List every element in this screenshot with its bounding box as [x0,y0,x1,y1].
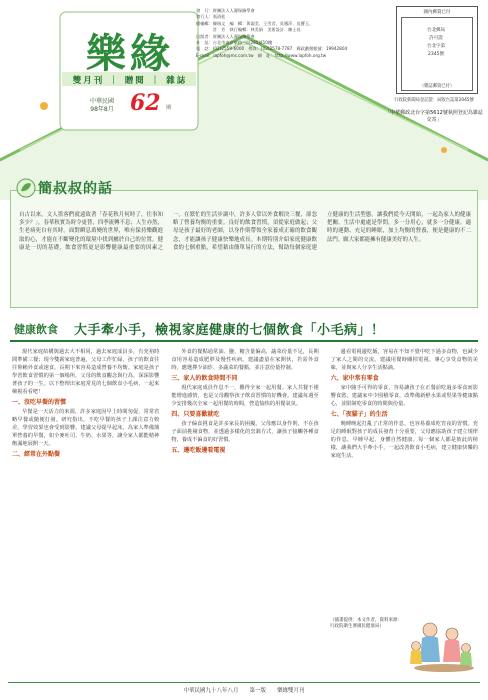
subtitle-frequency: 雙月刊 [72,76,105,86]
section-text: 早餐是一天活力的來源，許多家庭因早上時間匆促，常常省略早餐或隨便打發。研究指出，不吃早餐的孩子上課注意力較差，學習效果也會受到影響。建議父母提早起床，為家人準備簡單營養的早餐，如全麥吐司、牛奶、水果等，讓全家人都能精神飽滿地展開一天。 [12,409,160,447]
stamp-heading: 國內郵資已付 [423,10,451,15]
pub-info-line: 出版者：財團法人人壽保險學會 [196,33,255,39]
subtitle-free: 贈閱 [124,76,146,86]
section-text: 現代家庭成員作息不一，難得全家一起用餐。家人共餐不僅能增進感情，也是父母觀察孩子飲食習慣的好機會。建議每週至少安排幾次全家一起用餐的時間，營造愉快的用餐氣氛。 [171,385,319,407]
illustration-credit: （插畫提供：本文作者，資料來源：行政院衛生署國民健康局） [330,618,402,629]
pub-info-line: 發 行：財團法人人壽保險學會 [196,8,255,13]
section-heading: 六、家中常有零食 [330,375,379,382]
editor-column [10,190,478,308]
page-footer: 中華民國九十八年八月 第一版 樂緣雙月刊 [183,688,305,694]
publication-info [196,8,384,59]
stamp-line: 2345號 [428,52,444,57]
leaf-icon [16,178,36,198]
postal-registration: 「中華郵政北台字第5612號執照登記為雜誌交寄」 [385,110,483,123]
section-text: 外食的餐點通常油、鹽、糖含量偏高，蔬菜份量不足，長期食用容易造成肥胖及慢性疾病。建議盡量在家開伙，若需外食時，應選擇少油炸、多蔬菜的餐點，並注意份量控制。 [171,349,319,371]
postage-stamp-box [396,6,478,94]
section-text: 邊看電視邊吃飯，容易在不知不覺中吃下過多食物，也減少了家人之間的交流。建議用餐時關掉電視，專心享受食物的美味，並與家人分享生活點滴。 [330,349,478,371]
footer-divider [8,682,480,683]
article-category: 健康飲食 [14,323,58,336]
pub-info-line: 發行人：張清松 [196,14,226,20]
logo-subtitle [68,74,192,86]
pub-info-line: 電 話：(02)2559-6000 傳真：(02)2578-7787 郵政劃撥帳號：19942804 [196,46,348,52]
issue-date [80,98,124,114]
section-heading: 二、經常在外點餐 [12,451,61,458]
stamp-line: 許可證 [429,36,443,41]
section-heading: 一、沒吃早餐的習慣 [12,399,67,406]
pub-info-line: 許 芳 執行編輯：林美娟 美術設計：陳士昌 [196,27,301,33]
issue-number: 62 [130,90,161,116]
issue-date-line2: 98年8月 [90,106,114,113]
pub-info-line: E-mail：lapfoh@ms.com.tw 網 址：http://www.lapfoh.org.tw [196,52,327,58]
section-heading: 七、「夜貓子」的生活 [330,411,388,418]
masthead [0,0,488,156]
stamp-line: 台北郵局 [427,28,445,33]
separator-dot: ｜ [109,76,120,86]
stamp-note: （雜誌郵資已付） [419,84,455,89]
section-heading: 四、只要喜歡就吃 [171,411,220,418]
section-heading: 三、家人的飲食時間不同 [171,375,238,382]
editor-column-body: 自古以來，文人墨客們就遠致著「春花秋月何時了，往事知多少？」，春華秋實為時令更替，四季流轉不息；人生亦然，生老病死自有其時。面對瞬息萬變的世界，唯有保持樂觀進取的心，才能在不斷變化的環境中找到屬於自己的位置。健康是一切的基礎，飲食習慣更是影響健康最重要的因素之一。在繁忙的生活步調中，許多人常以外食解決三餐，卻忽略了營養均衡的重要。良好的飲食習慣，須從家庭做起；父母是孩子最好的老師，以身作則帶領全家養成正確的飲食觀念，才能讓孩子健康快樂地成長。本期特別介紹家庭健康飲食的七個重點，希望藉由簡單易行的方法，幫助每個家庭建立健康的生活型態。讓我們從今天開始，一起為家人的健康把關。生活中處處是學問，多一分用心，就多一分健康。適時的運動、充足的睡眠，加上均衡的營養，便是健康的不二法門。願大家都能擁有健康美好的人生。 [19,212,471,251]
editor-column-title: 簡叔叔的話 [38,181,113,197]
article-title: 大手牽小手，檢視家庭健康的七個飲食「小毛病」！ [74,323,385,338]
pub-info-line: 總編輯：陳瑞文 編 輯：黃淑美、王雪君、吳鳳萍、吳寶玉、 [196,20,314,26]
section-heading: 五、邊吃飯邊看電視 [171,447,226,454]
title-divider [10,340,478,342]
article-intro: 現代家庭結構與過去大不相同，過去家庭成員多，有充裕時間準備三餐；現今雙薪家庭普遍，父母工作忙碌，孩子的飲食往往仰賴外食或速食，長期下來容易造成營養不均衡。家庭是孩子學習飲食習慣的第一個場所，父母的飲食觀念與行為，深深影響著孩子的一生。以下整理出家庭常見的七個飲食小毛病，一起來檢視看看吧！ [12,349,160,395]
stamp-text [419,27,453,59]
stamp-line: 台北字第 [427,44,445,49]
issue-unit: 期 [166,105,172,111]
logo-title: 樂緣 [86,30,174,77]
section-text: 家中隨手可得的零食，容易讓孩子在正餐前吃過多零食而影響食慾。建議家中少囤積零食，改準備新鮮水果或堅果等健康點心，並限制吃零食的時間與份量。 [330,385,478,407]
article-header [10,318,478,340]
section-text: 晚睡晚起打亂了正常的作息，也容易養成吃宵夜的習慣。充足的睡眠對孩子的成長發育十分重要，父母應協助孩子建立規律的作息，早睡早起，身體自然健康。每一個家人都是彼此的榜樣，讓我們大手牽小手，一起改善飲食小毛病，建立健康快樂的家庭生活。 [330,421,478,459]
separator-dot: ｜ [150,76,162,86]
section-text: 孩子偏食挑食是許多家長的困擾。父母應以身作則，不在孩子面前挑剔食物，並透過多樣化的烹調方式，讓孩子接觸各種食物，養成不偏食的好習慣。 [171,421,319,443]
editor-column-heading [14,176,174,202]
pub-info-line: 社 址：台北市南京東路三段285號10樓 [196,40,273,46]
registration-note: 行政院新聞局登記證：局版台誌第2045號 [394,98,474,103]
issue-info [70,90,182,120]
subtitle-magazine: 雜誌 [166,76,188,86]
issue-date-line1: 中華民國 [89,98,114,105]
